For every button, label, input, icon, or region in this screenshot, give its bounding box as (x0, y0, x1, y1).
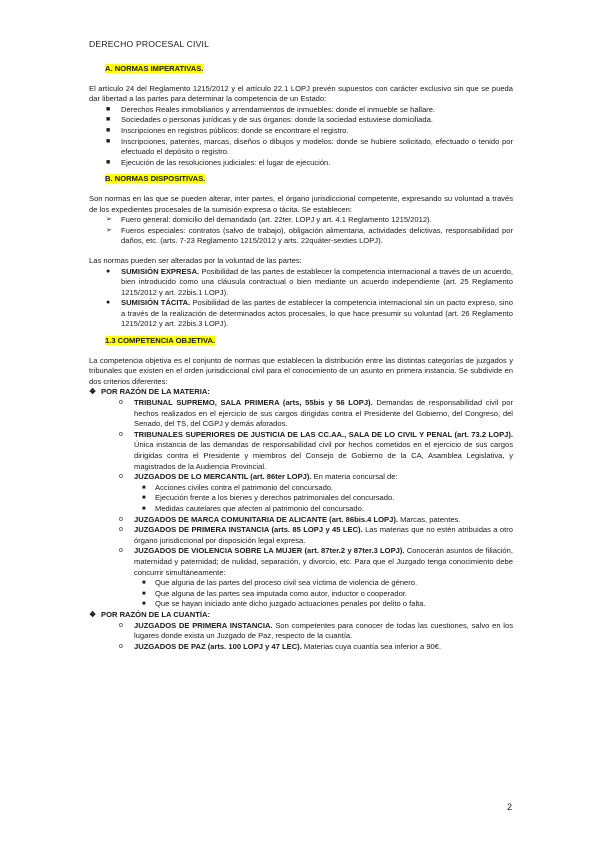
square-bullet-icon: ■ (106, 137, 111, 145)
materia-list (89, 398, 513, 610)
section-a-heading-text: A. NORMAS IMPERATIVAS. (105, 64, 204, 73)
circle-bullet-icon: o (119, 621, 123, 629)
circle-bullet-icon: o (119, 515, 123, 523)
list-item: ■ Que se hayan iniciado ante dicho juzgado actuaciones penales por delito o falta. (142, 599, 426, 609)
list-item: ■ Ejecución frente a los bienes y derechos patrimoniales del concursado. (142, 493, 395, 503)
list-item: ➢ Fueros especiales: contratos (salvo de trabajo), obligación alimentaria, actividades delictivas, responsabilidad por daños, etc. (arts. 7-23 Reglamento 1215/2012 y arts. 22quáter-sexties LOPJ). (106, 225, 513, 246)
materia-heading: ❖ POR RAZÓN DE LA MATERIA: (89, 387, 210, 397)
list-item: o JUZGADOS DE MARCA COMUNITARIA DE ALICANTE (art. 86bis.4 LOPJ). Marcas, patentes. (119, 514, 461, 524)
list-item: ■ Inscripciones en registros públicos: donde se encontrare el registro. (106, 125, 349, 135)
circle-bullet-icon: o (119, 526, 123, 534)
circle-bullet-icon: o (119, 473, 123, 481)
list-item: o JUZGADOS DE LO MERCANTIL (art. 86ter LOPJ). En materia concursal de: (119, 472, 398, 482)
circle-bullet-icon: o (119, 430, 123, 438)
list-item: ■ Medidas cautelares que afecten al patrimonio del concursado. (142, 503, 364, 513)
list-item: ● SUMISIÓN EXPRESA. Posibilidad de las partes de establecer la competencia internacional a través de un acuerdo, bien introducido como una cláusula contractual o bien mediante un acuerdo independiente (art. 25 Reglamento 1215/2012 y art. 22bis.1 LOPJ). (106, 266, 513, 297)
square-bullet-icon: ■ (142, 495, 146, 502)
square-bullet-icon: ■ (142, 601, 146, 608)
round-bullet-icon: ● (106, 299, 111, 307)
list-item: o JUZGADOS DE PRIMERA INSTANCIA (arts. 85 LOPJ y 45 LEC). Las materias que no estén atribuidas a otro órgano jurisdiccional por disposición legal expresa. (119, 525, 513, 545)
section-a-heading (105, 64, 513, 75)
list-item: ➢ Fuero general: domicilio del demandado (art. 22ter. LOPJ y art. 4.1 Reglamento 1215/2012). (106, 215, 432, 225)
circle-bullet-icon: o (119, 642, 123, 650)
list-item: ■ Ejecución de las resoluciones judiciales: el lugar de ejecución. (106, 157, 331, 167)
square-bullet-icon: ■ (106, 116, 111, 124)
section-b-intro: Son normas en las que se pueden alterar, inter partes, el órgano jurisdiccional competente, expresando su voluntad a través de los expedientes procesales de la sumisión expresa o tácita. Se establecen: (89, 193, 513, 214)
square-bullet-icon: ■ (106, 126, 111, 134)
list-item: o JUZGADOS DE PRIMERA INSTANCIA. Son competentes para conocer de todas las cuestiones, salvo en los lugares donde exista un Juzgado de Paz, respecto de la cuantía. (119, 620, 513, 641)
list-item: o TRIBUNAL SUPREMO, SALA PRIMERA (arts, 55bis y 56 LOPJ). Demandas de responsabilidad civil por hechos realizados en el ejercicio de sus cargos dirigidas contra el Presidente del Gobierno, del Congreso, del Senado, del TS, del CGPJ y demás aforados. (119, 398, 513, 429)
square-bullet-icon: ■ (142, 505, 146, 512)
arrow-bullet-icon: ➢ (106, 216, 112, 224)
section-b-heading-text: B. NORMAS DISPOSITIVAS. (105, 174, 206, 184)
list-item: o TRIBUNALES SUPERIORES DE JUSTICIA DE LAS CC.AA., SALA DE LO CIVIL Y PENAL (art. 73.2 LOPJ). Única instancia de las demandas de responsabilidad civil por hechos cometidos en el ejercicio de sus cargos dirigidas contra el Presidente y miembros del Consejo de Gobierno de la CA, Asamblea Legislativa, y magistrados de la Audiencia Provincial. (119, 429, 513, 471)
square-bullet-icon: ■ (142, 580, 146, 587)
page-number: 2 (507, 802, 513, 812)
section-b-list (89, 215, 513, 247)
square-bullet-icon: ■ (142, 484, 146, 491)
list-item: ● SUMISIÓN TÁCITA. Posibilidad de las partes de establecer la competencia internacional sin un pacto expreso, sino a través de la realización de determinados actos procesales, lo que hace presumir su voluntad (art. 26 Reglamento 1215/2012 y art. 22bis.3 LOPJ). (106, 298, 513, 329)
section-13-intro: La competencia objetiva es el conjunto de normas que establecen la distribución entre las distintas categorías de juzgados y tribunales que existen en el orden jurisdiccional civil para el conocimiento de un asunto en primera instancia. Se subdivide en dos criterios diferentes: (89, 355, 513, 386)
page-content (89, 64, 513, 652)
square-bullet-icon: ■ (106, 105, 111, 113)
round-bullet-icon: ● (106, 267, 111, 275)
list-item: ■ Inscripciones, patentes, marcas, diseños o dibujos y modelos: donde se hubiere solicitado, efectuado o tenido por efectuado el depósito o registro. (106, 136, 513, 157)
square-bullet-icon: ■ (106, 158, 111, 166)
section-13-heading (105, 336, 513, 347)
cuantia-list (89, 621, 513, 653)
list-item: o JUZGADOS DE PAZ (arts. 100 LOPJ y 47 LEC). Materias cuya cuantía sea inferior a 90€. (119, 641, 442, 651)
list-item: ■ Derechos Reales inmobiliarios y arrendamientos de inmuebles: donde el inmueble se hallare. (106, 104, 436, 114)
page-header: DERECHO PROCESAL CIVIL (89, 39, 210, 49)
circle-bullet-icon: o (119, 547, 123, 555)
diamond-bullet-icon: ❖ (89, 387, 97, 397)
sumision-list (89, 267, 513, 331)
list-item: ■ Sociedades o personas jurídicas y de sus órganos: donde la sociedad estuviese domiciliada. (106, 115, 433, 125)
arrow-bullet-icon: ➢ (106, 226, 112, 234)
square-bullet-icon: ■ (142, 590, 146, 597)
section-a-intro: El artículo 24 del Reglamento 1215/2012 y el artículo 22.1 LOPJ prevén supuestos con carácter exclusivo sin que se pueda dar libertad a las partes para determinar la competencia de un Estado: (89, 83, 513, 104)
section-b-heading (105, 174, 513, 185)
alter-intro: Las normas pueden ser alteradas por la voluntad de las partes: (89, 255, 302, 265)
section-13-heading-text: 1.3 COMPETENCIA OBJETIVA. (105, 336, 216, 346)
cuantia-heading: ❖ POR RAZÓN DE LA CUANTÍA: (89, 609, 210, 619)
list-item: ■ Que alguna de las partes del proceso civil sea víctima de violencia de género. (142, 578, 418, 588)
section-a-list (89, 105, 513, 169)
list-item: ■ Acciones civiles contra el patrimonio del concursado. (142, 482, 334, 492)
circle-bullet-icon: o (119, 399, 123, 407)
list-item: ■ Que alguna de las partes sea imputada como autor, inductor o cooperador. (142, 588, 408, 598)
list-item: o JUZGADOS DE VIOLENCIA SOBRE LA MUJER (art. 87ter.2 y 87ter.3 LOPJ). Conocerán asuntos de filiación, maternidad y paternidad; de nulidad, separación, y divorcio, etc. Para que el Juzgado tenga conocimiento debe concurrir simultáneamente: (119, 546, 513, 577)
diamond-bullet-icon: ❖ (89, 609, 97, 619)
